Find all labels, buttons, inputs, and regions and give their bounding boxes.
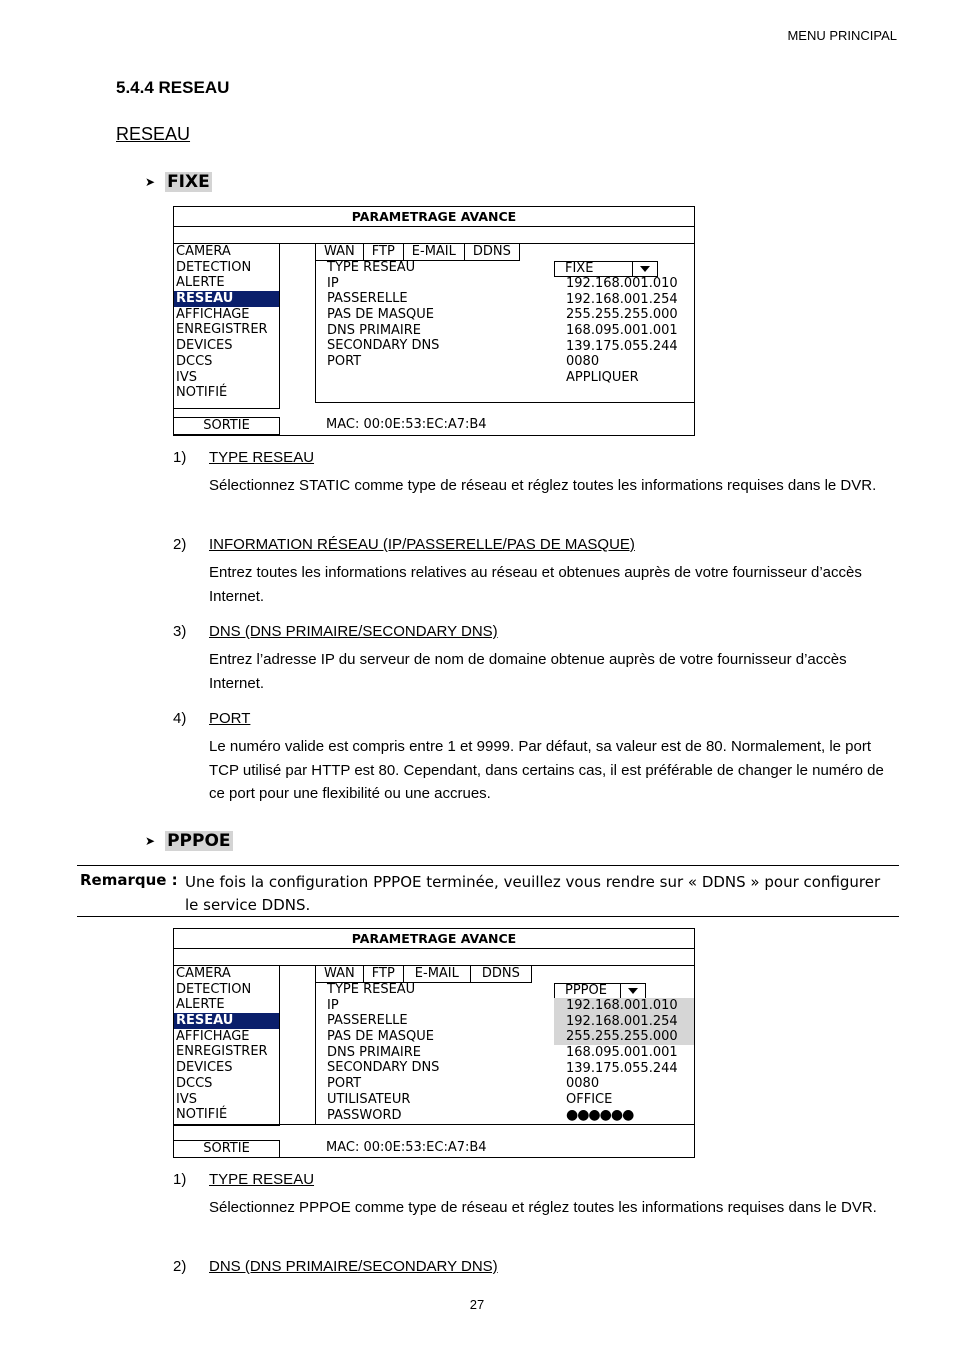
settings-area [315, 965, 694, 1125]
tab-wan[interactable]: WAN [316, 966, 364, 983]
subsection-title: RESEAU [116, 124, 191, 144]
menu-item-affichage[interactable]: AFFICHAGE [176, 306, 250, 322]
section-title: 5.4.4 RESEAU [116, 78, 230, 97]
label-port: PORT [327, 354, 362, 370]
menu-item-notifie[interactable]: NOTIFIÉ [176, 1107, 228, 1123]
item-number: 1) [173, 1171, 187, 1188]
label-secondary-dns: SECONDARY DNS [327, 338, 440, 354]
label-ip: IP [327, 275, 339, 291]
value-password[interactable]: ●●●●●● [566, 1106, 634, 1123]
menu-item-alerte[interactable]: ALERTE [176, 275, 225, 291]
label-secondary-dns: SECONDARY DNS [327, 1060, 440, 1076]
value-passerelle[interactable]: 192.168.001.254 [566, 291, 678, 307]
tab-ddns[interactable]: DDNS [465, 244, 520, 261]
network-type-select[interactable] [554, 261, 658, 277]
mac-address: MAC: 00:0E:53:EC:A7:B4 [326, 417, 487, 432]
value-utilisateur[interactable]: OFFICE [566, 1092, 613, 1108]
item-title: TYPE RESEAU [209, 1171, 315, 1188]
side-menu [174, 965, 280, 1126]
label-port: PORT [327, 1076, 362, 1092]
fixe-heading-label: FIXE [167, 172, 210, 192]
label-type-reseau: TYPE RESEAU [327, 982, 416, 997]
menu-item-camera[interactable]: CAMERA [176, 966, 231, 981]
fixe-heading [145, 172, 212, 192]
menu-item-reseau[interactable]: RESEAU [174, 1013, 279, 1029]
menu-item-ivs[interactable]: IVS [176, 1091, 197, 1107]
item-number: 1) [173, 449, 187, 466]
menu-item-enregistrer[interactable]: ENREGISTRER [176, 322, 268, 338]
label-masque: PAS DE MASQUE [327, 307, 434, 323]
item-text: Entrez l’adresse IP du serveur de nom de domaine obtenue auprès de votre fournisseur d’accès Internet. [209, 651, 847, 692]
tab-ftp[interactable]: FTP [364, 966, 404, 983]
panel-title: PARAMETRAGE AVANCE [174, 207, 694, 227]
item-number: 3) [173, 623, 187, 640]
tab-bar [316, 966, 532, 982]
menu-item-reseau[interactable]: RESEAU [174, 291, 279, 307]
label-masque: PAS DE MASQUE [327, 1029, 434, 1045]
field-values [566, 998, 694, 1124]
value-port[interactable]: 0080 [566, 1076, 600, 1092]
label-password: PASSWORD [327, 1107, 402, 1123]
item-title: TYPE RESEAU [209, 449, 315, 466]
exit-button[interactable]: SORTIE [174, 417, 280, 435]
side-menu [174, 243, 280, 409]
menu-item-camera[interactable]: CAMERA [176, 244, 231, 259]
tab-ddns[interactable]: DDNS [471, 966, 532, 983]
page-number: 27 [469, 1297, 485, 1312]
menu-item-dccs[interactable]: DCCS [176, 353, 213, 369]
apply-button[interactable]: APPLIQUER [566, 370, 639, 386]
menu-item-dccs[interactable]: DCCS [176, 1075, 213, 1091]
pppoe-settings-panel [173, 928, 695, 1158]
exit-button[interactable]: SORTIE [174, 1140, 280, 1158]
label-passerelle: PASSERELLE [327, 1013, 408, 1029]
mac-address: MAC: 00:0E:53:EC:A7:B4 [326, 1140, 487, 1155]
tab-ftp[interactable]: FTP [364, 244, 404, 261]
field-values [566, 276, 678, 386]
menu-item-notifie[interactable]: NOTIFIÉ [176, 385, 228, 401]
menu-item-devices[interactable]: DEVICES [176, 338, 233, 354]
item-title: INFORMATION RÉSEAU (IP/PASSERELLE/PAS DE MASQUE) [209, 536, 635, 553]
menu-item-ivs[interactable]: IVS [176, 369, 197, 385]
menu-item-devices[interactable]: DEVICES [176, 1060, 233, 1076]
pppoe-heading-label: PPPOE [167, 831, 231, 851]
menu-item-affichage[interactable]: AFFICHAGE [176, 1028, 250, 1044]
item-text: Entrez toutes les informations relatives au réseau et obtenues auprès de votre fournisseur d’accès Internet. [209, 564, 862, 605]
menu-item-detection[interactable]: DETECTION [176, 259, 252, 275]
label-passerelle: PASSERELLE [327, 291, 408, 307]
tab-wan[interactable]: WAN [316, 244, 364, 261]
value-dns-primaire[interactable]: 168.095.001.001 [566, 1045, 678, 1061]
divider [174, 1124, 694, 1125]
label-dns-primaire: DNS PRIMAIRE [327, 322, 422, 338]
network-type-select[interactable] [554, 983, 646, 999]
network-type-value: PPPOE [565, 983, 607, 998]
value-passerelle: 192.168.001.254 [554, 1014, 694, 1030]
fixe-settings-panel [173, 206, 695, 436]
chevron-down-icon[interactable] [620, 984, 645, 998]
label-utilisateur: UTILISATEUR [327, 1091, 411, 1107]
value-dns-primaire[interactable]: 168.095.001.001 [566, 323, 678, 339]
tab-email[interactable]: E-MAIL [404, 966, 471, 983]
label-ip: IP [327, 997, 339, 1013]
panel-title: PARAMETRAGE AVANCE [174, 929, 694, 949]
item-title: PORT [209, 710, 251, 727]
settings-area [315, 243, 694, 403]
network-type-value: FIXE [565, 261, 594, 276]
pppoe-heading [145, 831, 233, 851]
menu-item-detection[interactable]: DETECTION [176, 981, 252, 997]
tab-bar [316, 244, 520, 260]
value-secondary-dns[interactable]: 139.175.055.244 [566, 1060, 678, 1076]
note-label: Remarque : [80, 871, 178, 889]
value-ip[interactable]: 192.168.001.010 [566, 276, 678, 291]
arrow-bullet-icon: ➤ [145, 175, 156, 189]
menu-item-alerte[interactable]: ALERTE [176, 997, 225, 1013]
running-header: MENU PRINCIPAL [787, 28, 897, 43]
value-port[interactable]: 0080 [566, 354, 600, 370]
item-number: 2) [173, 1258, 187, 1275]
item-text: Sélectionnez PPPOE comme type de réseau et réglez toutes les informations requises dans le DVR. [209, 1199, 877, 1216]
item-text: Le numéro valide est compris entre 1 et 9999. Par défaut, sa valeur est de 80. Normalement, le port TCP utilisé par HTTP est 80. Cependant, dans certains cas, il est préférable de changer le numéro de ce port pour une flexibilité ou une accrues. [209, 738, 884, 803]
field-labels [327, 982, 439, 1123]
item-text: Sélectionnez STATIC comme type de réseau et réglez toutes les informations requises dans le DVR. [209, 477, 877, 494]
value-masque[interactable]: 255.255.255.000 [566, 307, 678, 323]
label-type-reseau: TYPE RESEAU [327, 260, 416, 275]
item-number: 4) [173, 710, 187, 727]
arrow-bullet-icon: ➤ [145, 834, 156, 848]
item-title: DNS (DNS PRIMAIRE/SECONDARY DNS) [209, 1258, 498, 1275]
note-box [77, 865, 899, 917]
chevron-down-icon[interactable] [632, 262, 657, 276]
item-number: 2) [173, 536, 187, 553]
field-labels [327, 260, 439, 370]
value-secondary-dns[interactable]: 139.175.055.244 [566, 338, 678, 354]
label-dns-primaire: DNS PRIMAIRE [327, 1044, 422, 1060]
item-title: DNS (DNS PRIMAIRE/SECONDARY DNS) [209, 623, 498, 640]
tab-email[interactable]: E-MAIL [404, 244, 465, 261]
value-masque: 255.255.255.000 [554, 1029, 694, 1045]
value-ip: 192.168.001.010 [554, 998, 694, 1014]
menu-item-enregistrer[interactable]: ENREGISTRER [176, 1044, 268, 1060]
note-text: Une fois la configuration PPPOE terminée, veuillez vous rendre sur « DDNS » pour configurer le service DDNS. [185, 873, 881, 914]
